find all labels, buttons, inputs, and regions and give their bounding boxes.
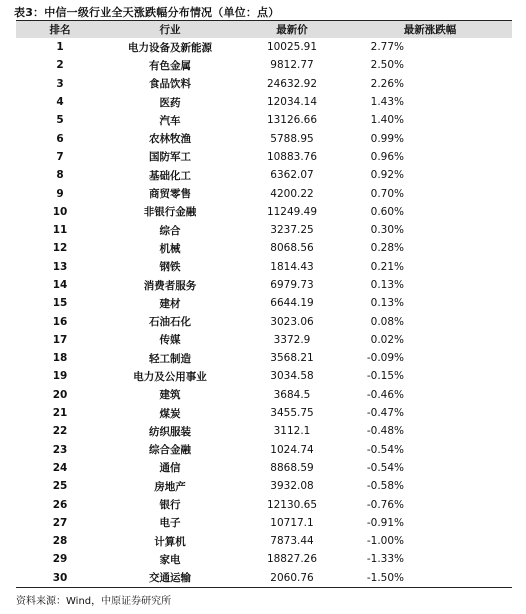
change-cell: -0.76% — [366, 498, 404, 511]
change-cell: -0.15% — [366, 370, 404, 383]
rank-cell: 29 — [52, 553, 68, 566]
rank-cell: 1 — [56, 41, 64, 54]
table-row — [16, 258, 512, 276]
price-cell: 12130.65 — [266, 498, 318, 511]
industry-cell: 煤炭 — [159, 407, 181, 420]
rank-cell: 21 — [52, 407, 68, 420]
industry-cell: 食品饮料 — [149, 78, 191, 91]
rank-cell: 8 — [56, 169, 64, 182]
table-row — [16, 203, 512, 221]
change-cell: 0.08% — [370, 315, 404, 328]
table-row — [16, 367, 512, 385]
industry-cell: 银行 — [159, 499, 181, 512]
industry-cell: 交通运输 — [104, 569, 236, 588]
table-row — [16, 75, 512, 93]
rank-cell: 24 — [52, 461, 68, 474]
industry-cell: 消费者服务 — [143, 279, 197, 292]
price-cell: 3372.9 — [273, 333, 311, 346]
table-row — [16, 441, 512, 459]
change-cell: -1.50% — [348, 569, 512, 588]
column-header-industry: 行业 — [104, 21, 236, 39]
table-row — [16, 129, 512, 147]
rank-cell: 27 — [52, 516, 68, 529]
price-cell: 3932.08 — [270, 480, 314, 493]
industry-cell: 机械 — [159, 242, 181, 255]
rank-cell: 25 — [52, 480, 68, 493]
change-cell: 0.21% — [370, 260, 404, 273]
change-cell: -0.48% — [366, 425, 404, 438]
table-row — [16, 386, 512, 404]
rank-cell: 6 — [56, 132, 64, 145]
rank-cell: 4 — [56, 96, 64, 109]
industry-cell: 计算机 — [154, 535, 186, 548]
rank-cell: 9 — [56, 187, 64, 200]
table-row — [16, 349, 512, 367]
industry-cell: 房地产 — [154, 480, 186, 493]
rank-cell: 22 — [52, 425, 68, 438]
table-row — [16, 404, 512, 422]
table-row — [16, 239, 512, 257]
price-cell: 3023.06 — [270, 315, 314, 328]
industry-cell: 基础化工 — [149, 169, 191, 182]
change-cell: -1.33% — [366, 553, 404, 566]
rank-cell: 16 — [52, 315, 68, 328]
industry-cell: 农林牧渔 — [149, 133, 191, 146]
table-row — [16, 514, 512, 532]
price-cell: 5788.95 — [270, 132, 314, 145]
table-row — [16, 111, 512, 129]
change-cell: 2.77% — [370, 41, 404, 54]
industry-cell: 钢铁 — [159, 261, 181, 274]
industry-cell: 综合金融 — [149, 444, 191, 457]
table-row — [16, 56, 512, 74]
industry-cell: 综合 — [159, 224, 181, 237]
change-cell: -0.09% — [366, 352, 404, 365]
table-row — [16, 148, 512, 166]
industry-cell: 商贸零售 — [149, 188, 191, 201]
price-cell: 3684.5 — [273, 388, 311, 401]
table-row — [16, 93, 512, 111]
column-header-change: 最新涨跌幅 — [348, 21, 512, 39]
rank-cell: 3 — [56, 77, 64, 90]
price-cell: 12034.14 — [266, 96, 318, 109]
price-cell: 18827.26 — [266, 553, 318, 566]
rank-cell: 11 — [52, 224, 68, 237]
price-cell: 3455.75 — [270, 407, 314, 420]
price-cell: 10883.76 — [266, 150, 318, 163]
rank-cell: 28 — [52, 535, 68, 548]
table-row — [16, 422, 512, 440]
industry-cell: 石油石化 — [149, 316, 191, 329]
price-cell: 8868.59 — [270, 461, 314, 474]
change-cell: -0.46% — [366, 388, 404, 401]
change-cell: 0.60% — [370, 205, 404, 218]
change-cell: 0.99% — [370, 132, 404, 145]
rank-cell: 20 — [52, 388, 68, 401]
change-cell: -0.91% — [366, 516, 404, 529]
industry-cell: 传媒 — [159, 334, 181, 347]
price-cell: 10717.1 — [270, 516, 314, 529]
rank-cell: 13 — [52, 260, 68, 273]
change-cell: -0.58% — [366, 480, 404, 493]
change-cell: 0.92% — [370, 169, 404, 182]
price-cell: 1024.74 — [270, 443, 314, 456]
rank-cell: 26 — [52, 498, 68, 511]
column-header-rank: 排名 — [16, 21, 104, 39]
price-cell: 6362.07 — [270, 169, 314, 182]
change-cell: 0.30% — [370, 224, 404, 237]
price-cell: 11249.49 — [266, 205, 318, 218]
table-title: 表3：中信一级行业全天涨跌幅分布情况（单位：点） — [14, 6, 280, 19]
table-row — [16, 331, 512, 349]
price-cell: 3034.58 — [270, 370, 314, 383]
industry-cell: 非银行金融 — [143, 206, 197, 219]
table-row — [16, 38, 512, 56]
rank-cell: 10 — [52, 205, 68, 218]
price-cell: 1814.43 — [270, 260, 314, 273]
rank-cell: 15 — [52, 297, 68, 310]
price-cell: 3112.1 — [273, 425, 311, 438]
price-cell: 9812.77 — [270, 59, 314, 72]
rank-cell: 23 — [52, 443, 68, 456]
price-cell: 8068.56 — [270, 242, 314, 255]
table-row — [16, 276, 512, 294]
table-row — [16, 569, 512, 588]
price-cell: 2060.76 — [236, 569, 348, 588]
table-row — [16, 459, 512, 477]
industry-cell: 汽车 — [159, 114, 181, 127]
price-cell: 10025.91 — [266, 41, 318, 54]
change-cell: 0.28% — [370, 242, 404, 255]
industry-cell: 通信 — [159, 462, 181, 475]
industry-cell: 电力设备及新能源 — [128, 41, 212, 54]
table-body — [16, 38, 512, 587]
table-row — [16, 495, 512, 513]
change-cell: -0.47% — [366, 407, 404, 420]
table-row — [16, 312, 512, 330]
price-cell: 7873.44 — [270, 535, 314, 548]
rank-cell: 12 — [52, 242, 68, 255]
industry-cell: 家电 — [159, 553, 181, 566]
change-cell: 2.50% — [370, 59, 404, 72]
industry-cell: 国防军工 — [149, 151, 191, 164]
change-cell: -0.54% — [366, 443, 404, 456]
rank-cell: 17 — [52, 333, 68, 346]
rank-cell: 7 — [56, 150, 64, 163]
price-cell: 24632.92 — [266, 77, 318, 90]
change-cell: 0.13% — [370, 279, 404, 291]
table-header-row — [16, 21, 512, 39]
table-row — [16, 477, 512, 495]
change-cell: -0.54% — [366, 461, 404, 474]
rank-cell: 19 — [52, 370, 68, 383]
rank-cell: 30 — [16, 569, 104, 588]
table-row — [16, 532, 512, 550]
change-cell: 1.40% — [370, 114, 404, 127]
industry-cell: 有色金属 — [149, 59, 191, 72]
industry-cell: 电子 — [159, 517, 181, 530]
table-row — [16, 550, 512, 568]
table-row — [16, 294, 512, 312]
change-cell: 2.26% — [370, 77, 404, 90]
price-cell: 13126.66 — [266, 114, 318, 127]
change-cell: 0.02% — [370, 333, 404, 346]
change-cell: 0.13% — [370, 297, 404, 310]
price-cell: 4200.22 — [270, 187, 314, 200]
industry-cell: 建筑 — [159, 389, 181, 402]
industry-cell: 纺织服装 — [149, 425, 191, 438]
table-row — [16, 221, 512, 239]
price-cell: 3568.21 — [270, 352, 314, 365]
rank-cell: 18 — [52, 352, 68, 365]
price-cell: 3237.25 — [270, 224, 314, 237]
industry-cell: 建材 — [159, 297, 181, 310]
price-cell: 6979.73 — [270, 279, 314, 291]
industry-cell: 电力及公用事业 — [133, 370, 207, 383]
price-cell: 6644.19 — [270, 297, 314, 310]
column-header-price: 最新价 — [236, 21, 348, 39]
industry-performance-table — [16, 20, 512, 588]
table-row — [16, 184, 512, 202]
table-row — [16, 166, 512, 184]
change-cell: 0.70% — [370, 187, 404, 200]
source-note: 资料来源：Wind，中原证券研究所 — [16, 596, 172, 607]
change-cell: -1.00% — [366, 535, 404, 548]
rank-cell: 2 — [56, 59, 64, 72]
rank-cell: 5 — [56, 114, 64, 127]
rank-cell: 14 — [52, 279, 68, 291]
change-cell: 0.96% — [370, 150, 404, 163]
change-cell: 1.43% — [370, 96, 404, 109]
industry-cell: 医药 — [159, 96, 181, 109]
industry-cell: 轻工制造 — [149, 352, 191, 365]
